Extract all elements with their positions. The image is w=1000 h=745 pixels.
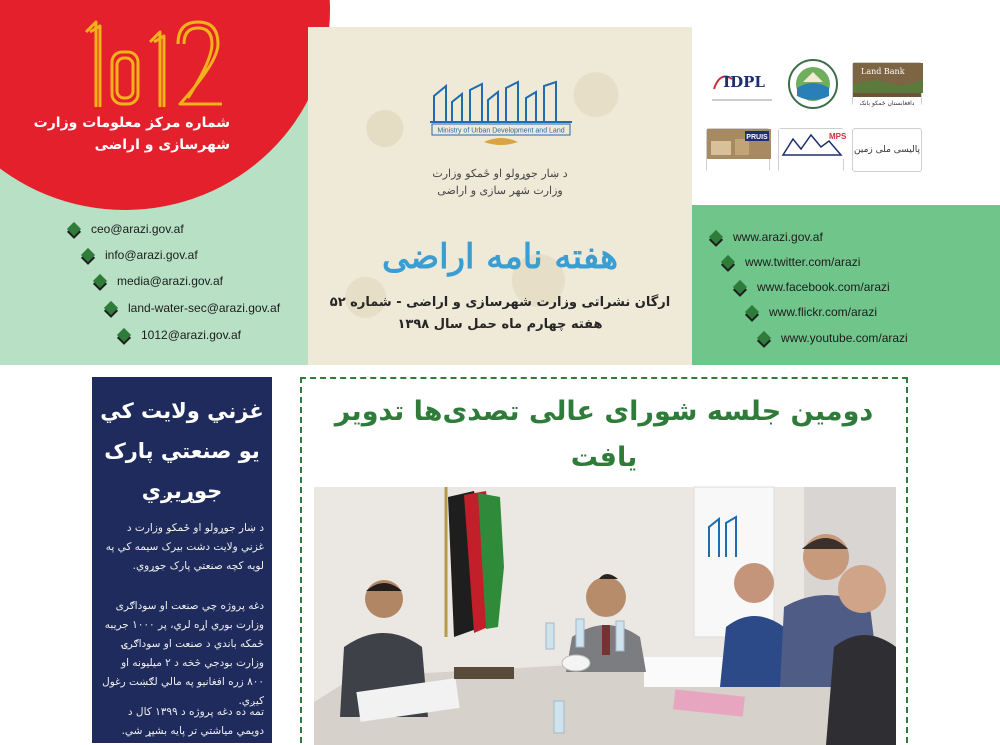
land-bank-icon — [853, 63, 923, 93]
diamond-bullet-icon — [82, 249, 95, 262]
newsletter-issue-date: هفته چهارم ماه حمل سال ۱۳۹۸ — [397, 317, 603, 332]
partner-logos — [692, 0, 1000, 205]
pruis-logo[interactable] — [706, 128, 770, 172]
side-article-paragraph: د ښار جوړولو او ځمکو وزارت د غزني ولايت دشت بيرک سيمه کي په لويه کچه صنعتي پارک جوړوي. — [105, 522, 264, 572]
meeting-photo — [314, 487, 896, 745]
ministry-logo — [426, 82, 576, 152]
pruis-text: PRUIS — [746, 134, 768, 141]
mps-icon — [779, 129, 845, 159]
side-article-paragraph: تمه ده دغه پروژه د ۱۳۹۹ کال د دويمي مياشتي تر پايه بشپړ شي. — [121, 706, 264, 737]
newsletter-title: هفته نامه اراضی — [381, 237, 619, 277]
mps-logo[interactable] — [778, 128, 847, 172]
diamond-bullet-icon — [710, 231, 723, 244]
idpl-text: IDPL — [723, 73, 765, 91]
email-text[interactable]: ceo@arazi.gov.af — [91, 222, 184, 236]
side-title-line2: يو صنعتي پارک — [104, 439, 260, 463]
diamond-bullet-icon — [734, 281, 747, 294]
hotline-caption — [20, 112, 230, 156]
email-item[interactable] — [105, 301, 280, 315]
email-item[interactable] — [68, 222, 184, 236]
seal-icon — [787, 58, 839, 110]
diamond-bullet-icon — [118, 329, 131, 342]
email-text[interactable]: media@arazi.gov.af — [117, 274, 224, 288]
email-text[interactable]: land-water-sec@arazi.gov.af — [128, 301, 281, 315]
land-bank-caption: دافغانستان ځمکو بانک — [853, 97, 921, 111]
main-article — [300, 377, 908, 743]
web-link-item[interactable] — [722, 255, 860, 269]
hotline-caption-line1: شماره مرکز معلومات وزارت — [33, 115, 230, 131]
logo-caption-dari: وزارت شهر سازی و اراضی — [437, 184, 563, 197]
diamond-bullet-icon — [68, 223, 81, 236]
logo-text: Ministry of Urban Development and Land — [437, 127, 565, 135]
diamond-bullet-icon — [722, 256, 735, 269]
side-article-title — [100, 391, 264, 511]
web-link-text[interactable]: www.youtube.com/arazi — [781, 331, 908, 345]
idpl-logo[interactable] — [710, 62, 774, 106]
side-article-paragraph: دغه پروژه چي صنعت او سوداګری وزارت بوري اړه لري، پر ۱۰۰۰ جريبه ځمکه باندي د صنعت او سوداګرۍ وزارت بودجي څخه د ۲ ميليونه او ۸۰۰ زره افغانيو په مالي لګښت رغول کيږي. — [102, 600, 264, 707]
main-title-line1: دومین جلسه شورای عالی تصدی‌ها تدویر — [334, 396, 874, 427]
diamond-bullet-icon — [105, 302, 118, 315]
side-article — [92, 377, 272, 743]
web-link-item[interactable] — [710, 230, 823, 244]
web-link-item[interactable] — [746, 305, 877, 319]
diamond-bullet-icon — [758, 332, 771, 345]
web-link-text[interactable]: www.twitter.com/arazi — [745, 255, 861, 269]
mps-caption — [779, 163, 843, 177]
land-policy-text: پالیسی ملی زمین — [854, 145, 920, 155]
idpl-icon — [710, 67, 774, 95]
web-link-text[interactable]: www.arazi.gov.af — [733, 230, 823, 244]
land-policy-logo[interactable] — [852, 128, 922, 172]
email-item[interactable] — [118, 328, 241, 342]
land-bank-logo[interactable] — [852, 62, 922, 106]
web-link-text[interactable]: www.flickr.com/arazi — [769, 305, 878, 319]
diamond-bullet-icon — [94, 275, 107, 288]
hotline-caption-line2: شهرسازی و اراضی — [94, 137, 230, 153]
email-text[interactable]: 1012@arazi.gov.af — [141, 328, 242, 342]
newsletter-subtitle: ارگان نشراتی وزارت شهرسازی و اراضی - شماره ۵۲ — [329, 295, 671, 310]
pruis-icon — [707, 129, 771, 159]
web-link-text[interactable]: www.facebook.com/arazi — [757, 280, 890, 294]
main-title-line2: یافت — [570, 442, 638, 473]
main-article-title — [312, 389, 896, 481]
hotline-number-graphic — [80, 12, 230, 112]
ministry-seal-logo[interactable] — [787, 58, 839, 110]
mps-text: MPS — [829, 132, 847, 141]
newsletter-banner — [308, 27, 692, 365]
hotline-panel — [0, 0, 308, 365]
side-title-line3: جوړيږي — [141, 479, 223, 503]
pruis-caption — [707, 163, 769, 177]
web-link-item[interactable] — [758, 331, 908, 345]
side-title-line1: غزني ولايت کي — [100, 399, 264, 423]
email-text[interactable]: info@arazi.gov.af — [105, 248, 198, 262]
email-item[interactable] — [82, 248, 198, 262]
web-link-item[interactable] — [734, 280, 890, 294]
logo-caption-pashto: د ښار جوړولو او ځمکو وزارت — [432, 167, 568, 180]
email-item[interactable] — [94, 274, 223, 288]
land-bank-text: Land Bank — [861, 67, 905, 76]
diamond-bullet-icon — [746, 306, 759, 319]
idpl-caption-line — [712, 99, 772, 101]
web-links-panel — [692, 205, 1000, 365]
